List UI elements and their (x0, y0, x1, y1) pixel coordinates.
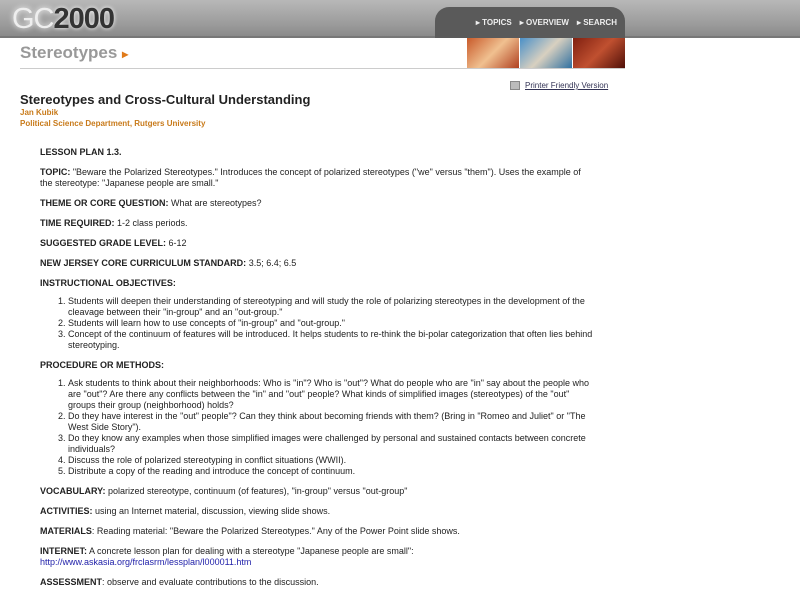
label: TOPIC: (40, 167, 71, 177)
plan-label: LESSON PLAN 1.3. (40, 147, 122, 157)
article-header (20, 92, 310, 129)
list-item: 2. Do they have interest in the "out" people"? Can they think about becoming friends with them? (Bring in "Romeo and Juliet" or "The West Side Story"). (68, 411, 595, 433)
list-item: 1. Students will deepen their understanding of stereotyping and will study the role of polarizing stereotypes in the development of the cleavage between their "in-group" and an "out-group." (68, 296, 595, 318)
author: Jan Kubik (20, 108, 59, 117)
label: NEW JERSEY CORE CURRICULUM STANDARD: (40, 258, 247, 268)
label: PROCEDURE OR METHODS: (40, 360, 165, 370)
label: INTERNET: (40, 546, 87, 556)
nav-search[interactable]: ▸ SEARCH (576, 18, 617, 27)
photo-image (466, 38, 519, 68)
section-label: Stereotypes (20, 43, 118, 62)
list-item: 5. Distribute a copy of the reading and introduce the concept of continuum. (68, 466, 595, 477)
list-item: 2. Students will learn how to use concepts of "in-group" and "out-group." (68, 318, 595, 329)
topic (40, 167, 595, 189)
activities (40, 506, 595, 517)
procedure-heading (40, 360, 595, 371)
lesson-content (40, 147, 595, 597)
value: "Beware the Polarized Stereotypes." Introduces the concept of polarized stereotypes ("we" versus "them"). Uses the example of the stereotype: "Japanese people are small." (40, 167, 581, 188)
list-item: 4. Discuss the role of polarized stereotyping in conflict situations (WWII). (68, 455, 595, 466)
nj-standard (40, 258, 595, 269)
procedure-list (68, 378, 595, 477)
arrow-icon: ▸ (122, 47, 129, 61)
value: 1-2 class periods. (114, 218, 188, 228)
label: SUGGESTED GRADE LEVEL: (40, 238, 167, 248)
askasia-link[interactable]: http://www.askasia.org/frclasrm/lessplan/l000011.htm (40, 557, 252, 567)
internet (40, 546, 595, 568)
assessment (40, 577, 595, 588)
value: : observe and evaluate contributions to the discussion. (102, 577, 319, 587)
printer-friendly-link[interactable] (510, 81, 608, 90)
lesson-plan-heading (40, 147, 595, 158)
label: TIME REQUIRED: (40, 218, 115, 228)
photo-image (572, 38, 625, 68)
printer-label: Printer Friendly Version (525, 81, 609, 90)
nav-topics[interactable]: ▸ TOPICS (475, 18, 512, 27)
list-item: 1. Ask students to think about their neighborhoods: Who is "in"? Who is "out"? What do people who are "in" say about the people who are "out"? Are there any conflicts between the "in" and "out" people? What kinds of simplified images (stereotypes) of the "out" groups their group (neighborhood) holds? (68, 378, 595, 411)
label: ASSESSMENT (40, 577, 103, 587)
nav-overview[interactable]: ▸ OVERVIEW (519, 18, 569, 27)
section-title (20, 43, 128, 63)
section-bar (20, 40, 625, 69)
logo-light: GC (12, 3, 54, 35)
objectives-heading (40, 278, 595, 289)
label: INSTRUCTIONAL OBJECTIVES: (40, 278, 176, 288)
site-header (0, 0, 800, 38)
label: MATERIALS (40, 526, 92, 536)
label: THEME OR CORE QUESTION: (40, 198, 169, 208)
top-nav (435, 7, 625, 38)
value: using an Internet material, discussion, viewing slide shows. (92, 506, 331, 516)
gc2000-logo[interactable] (12, 3, 114, 36)
photo-image (519, 38, 572, 68)
logo-bold: 2000 (53, 3, 115, 35)
printer-icon (510, 81, 520, 90)
value: What are stereotypes? (168, 198, 262, 208)
time-required (40, 218, 595, 229)
value: : Reading material: "Beware the Polarized Stereotypes." Any of the Power Point slide shows. (91, 526, 460, 536)
value: polarized stereotype, continuum (of features), "in-group" versus "out-group" (105, 486, 408, 496)
label: VOCABULARY: (40, 486, 106, 496)
list-item: 3. Do they know any examples when those simplified images were challenged by personal and sustained contacts between concrete individuals? (68, 433, 595, 455)
value: 3.5; 6.4; 6.5 (246, 258, 297, 268)
grade-level (40, 238, 595, 249)
list-item: 3. Concept of the continuum of features will be introduced. It helps students to re-think the bi-polar categorization that often lies behind stereotyping. (68, 329, 595, 351)
objectives-list (68, 296, 595, 351)
page-title: Stereotypes and Cross-Cultural Understanding (20, 92, 311, 107)
value: 6-12 (166, 238, 187, 248)
value: A concrete lesson plan for dealing with a stereotype "Japanese people are small": (87, 546, 414, 556)
label: ACTIVITIES: (40, 506, 93, 516)
header-photos (466, 38, 625, 68)
vocabulary (40, 486, 595, 497)
materials (40, 526, 595, 537)
affiliation: Political Science Department, Rutgers University (20, 119, 206, 128)
theme (40, 198, 595, 209)
